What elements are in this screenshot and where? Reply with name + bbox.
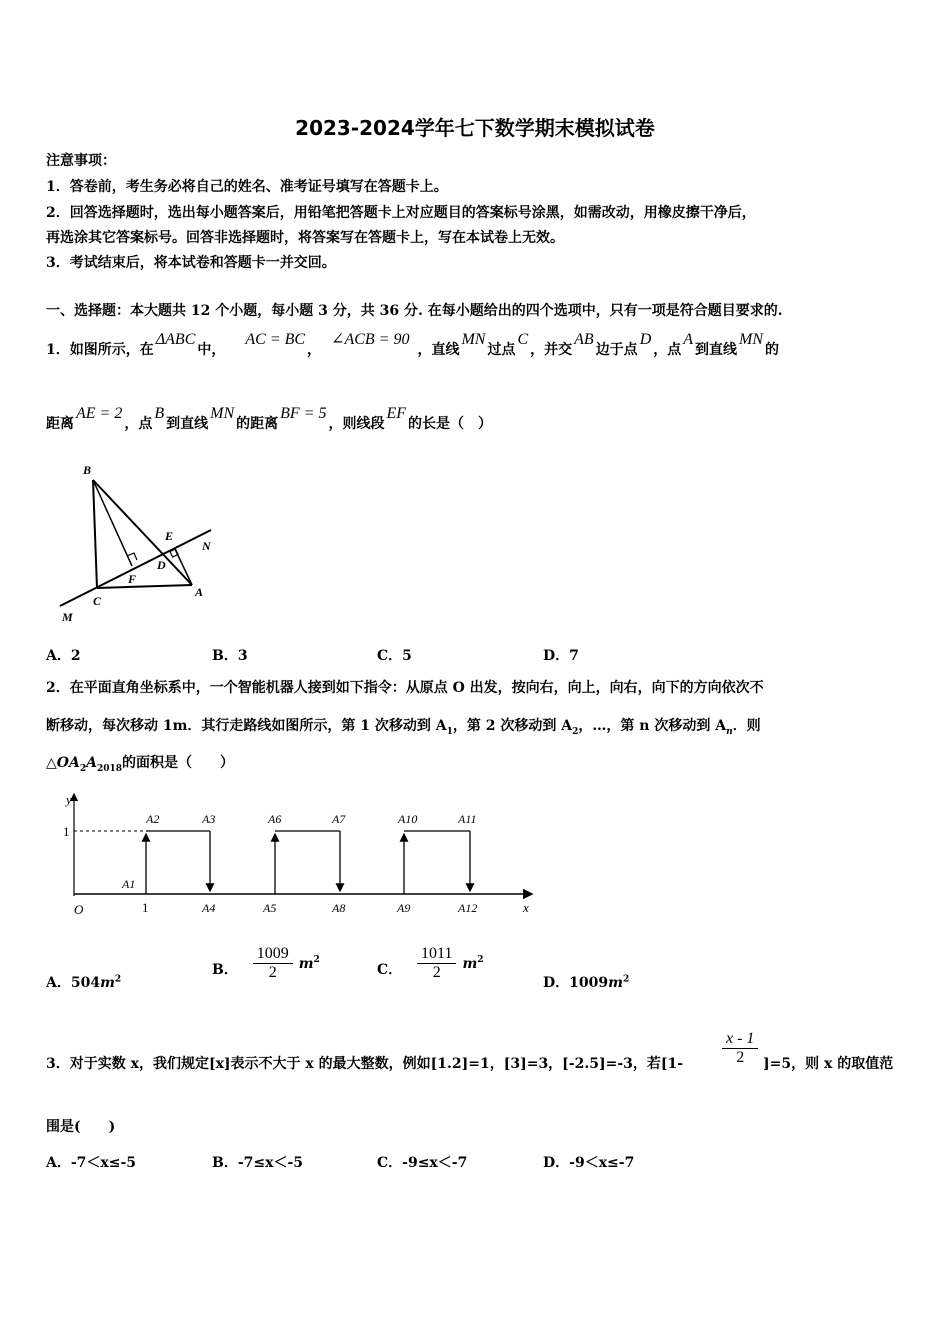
q1-math: C (517, 331, 529, 348)
q2-text: 断移动，每次移动 1m．其行走路线如图所示，第 1 次移动到 A (46, 718, 447, 734)
q3-option-b[interactable]: B．-7≤x＜-5 (212, 1155, 304, 1171)
q1-text: 的长是（ ） (408, 416, 493, 432)
y-label: y (66, 792, 72, 807)
label-a: A (195, 585, 204, 599)
q2-option-unit: m (298, 955, 314, 972)
x-label: x (523, 900, 529, 915)
q2-option-exp: 2 (313, 954, 320, 965)
page-title: 2023-2024学年七下数学期末模拟试卷 (295, 116, 655, 140)
question-3-line-1-end: ]=5，则 x 的取值范 (763, 1056, 894, 1072)
q1-option-b[interactable]: B．3 (212, 648, 248, 664)
label-c: C (93, 594, 102, 608)
q2-path-figure (60, 786, 540, 921)
fraction-numerator: 1009 (253, 945, 293, 964)
q2-sub: n (726, 726, 733, 737)
q1-triangle-figure (55, 458, 225, 626)
label-d: D (157, 558, 166, 572)
label-a12: A12 (458, 901, 478, 915)
question-3-line-2: 围是( ) (46, 1119, 116, 1135)
q1-text: 过点 (487, 342, 516, 358)
q1-math: A (683, 331, 694, 348)
q1-option-d[interactable]: D．7 (543, 648, 579, 664)
q2-text: ，第 2 次移动到 A (452, 718, 573, 734)
q1-text: 到直线 (695, 342, 738, 358)
y-tick-1: 1 (63, 824, 70, 839)
q2-option-b-fraction (253, 945, 293, 982)
segment-ca (97, 585, 192, 588)
question-2-line-2 (46, 716, 761, 742)
q2-option-exp: 2 (477, 954, 484, 965)
q1-text: ， (307, 342, 322, 358)
label-a6: A6 (268, 812, 282, 826)
q3-fraction (722, 1030, 758, 1067)
q1-text: 边于点 (595, 342, 638, 358)
x-tick-1: 1 (142, 900, 149, 915)
q3-option-a[interactable]: A．-7＜x≤-5 (46, 1155, 137, 1171)
q1-text: ，则线段 (328, 416, 385, 432)
fraction-numerator: 1011 (417, 945, 456, 964)
q1-text: ，点 (124, 416, 153, 432)
label-a2: A2 (146, 812, 160, 826)
q1-text: 到直线 (166, 416, 209, 432)
q1-math: AC = BC (245, 331, 306, 348)
q2-option-unit: m (462, 955, 478, 972)
label-f: F (128, 572, 137, 586)
q2-option-b-label: B． (212, 961, 238, 978)
question-2-line-3 (46, 753, 234, 779)
q1-text: 1．如图所示，在 (46, 342, 154, 358)
fraction-denominator: 2 (432, 964, 441, 981)
fraction-denominator: 2 (268, 964, 277, 981)
question-3-line-1: 3．对于实数 x，我们规定[x]表示不大于 x 的最大整数，例如[1.2]=1，[3]=3，[-2.5]=-3，若[1- (46, 1056, 684, 1072)
notice-heading: 注意事项： (46, 153, 116, 169)
q1-math: AB (574, 331, 594, 348)
q2-option-exp: 2 (114, 974, 122, 985)
q2-text: ．则 (732, 718, 761, 734)
q2-text: △OA (46, 755, 80, 771)
label-a5: A5 (263, 901, 277, 915)
q1-text: 距离 (46, 416, 74, 432)
label-n: N (202, 539, 211, 553)
fraction-numerator: x - 1 (722, 1030, 758, 1049)
q1-text: ，点 (653, 342, 682, 358)
label-a3: A3 (202, 812, 216, 826)
q2-option-b[interactable] (212, 945, 320, 982)
q2-option-a-label: A．504 (46, 975, 101, 991)
q1-math: EF (386, 405, 407, 422)
q1-math: MN (461, 331, 486, 348)
origin-label: O (74, 902, 84, 917)
segment-ba (93, 480, 192, 585)
label-a7: A7 (332, 812, 346, 826)
q2-option-unit: m (608, 975, 623, 991)
label-a8: A8 (332, 901, 346, 915)
q2-text: A (86, 755, 97, 771)
q2-option-c-label: C． (377, 961, 403, 978)
q2-sub: 2018 (96, 763, 123, 774)
q1-math: AE = 2 (76, 405, 123, 422)
q2-option-unit: m (100, 975, 115, 991)
label-m: M (62, 610, 73, 624)
label-e: E (165, 529, 174, 543)
notice-item: 3．考试结束后，将本试卷和答题卡一并交回。 (46, 255, 336, 271)
segment-bf (93, 480, 132, 566)
notice-item: 1．答卷前，考生务必将自己的姓名、准考证号填写在答题卡上。 (46, 179, 448, 195)
q1-math: MN (210, 405, 235, 422)
question-2-line-1: 2．在平面直角坐标系中，一个智能机器人接到如下指令：从原点 O 出发，按向右，向上，向右，向下的方向依次不 (46, 680, 764, 696)
notice-item: 再选涂其它答案标号。回答非选择题时，将答案写在答题卡上，写在本试卷上无效。 (46, 230, 564, 246)
q1-text: 的 (765, 342, 780, 358)
section-heading: 一、选择题：本大题共 12 个小题，每小题 3 分，共 36 分. 在每小题给出的四个选项中，只有一项是符合题目要求的. (46, 303, 783, 319)
q1-math: B (154, 405, 165, 422)
q1-text: 中， (197, 342, 226, 358)
q2-option-d-label: D．1009 (543, 975, 609, 991)
q3-option-d[interactable]: D．-9＜x≤-7 (543, 1155, 635, 1171)
q2-text: ，…，第 n 次移动到 A (578, 718, 727, 734)
q1-math: BF = 5 (280, 405, 327, 422)
q2-option-c[interactable] (377, 945, 484, 982)
q2-sub: 2 (79, 763, 87, 774)
label-a10: A10 (398, 812, 418, 826)
q3-option-c[interactable]: C．-9≤x＜-7 (377, 1155, 468, 1171)
question-1-line-1 (46, 331, 780, 360)
segment-bc (93, 480, 97, 588)
label-a1: A1 (122, 877, 136, 891)
q1-math: D (639, 331, 652, 348)
q2-option-d[interactable] (543, 972, 629, 992)
q1-text: ，直线 (417, 342, 460, 358)
q2-sub: 2 (572, 726, 579, 737)
label-a9: A9 (397, 901, 411, 915)
q2-option-c-fraction (417, 945, 456, 982)
q1-math: ΔABC (155, 331, 196, 348)
q1-text: 的距离 (236, 416, 279, 432)
label-b: B (83, 463, 92, 477)
question-1-line-2 (46, 405, 493, 434)
q2-sub: 1 (446, 726, 453, 737)
q1-math: ∠ACB = 90 (331, 331, 410, 348)
fraction-denominator: 2 (736, 1049, 745, 1066)
q1-option-a[interactable]: A．2 (46, 648, 81, 664)
label-a11: A11 (458, 812, 477, 826)
q1-math: MN (739, 331, 764, 348)
q2-text: 的面积是（ ） (122, 755, 235, 771)
q1-text: ，并交 (530, 342, 573, 358)
notice-item: 2．回答选择题时，选出每小题答案后，用铅笔把答题卡上对应题目的答案标号涂黑，如需改动，用橡皮擦干净后， (46, 205, 756, 221)
q2-option-a[interactable] (46, 972, 121, 992)
q2-option-exp: 2 (622, 974, 630, 985)
line-mn (60, 530, 211, 606)
q1-option-c[interactable]: C．5 (377, 648, 412, 664)
label-a4: A4 (202, 901, 216, 915)
